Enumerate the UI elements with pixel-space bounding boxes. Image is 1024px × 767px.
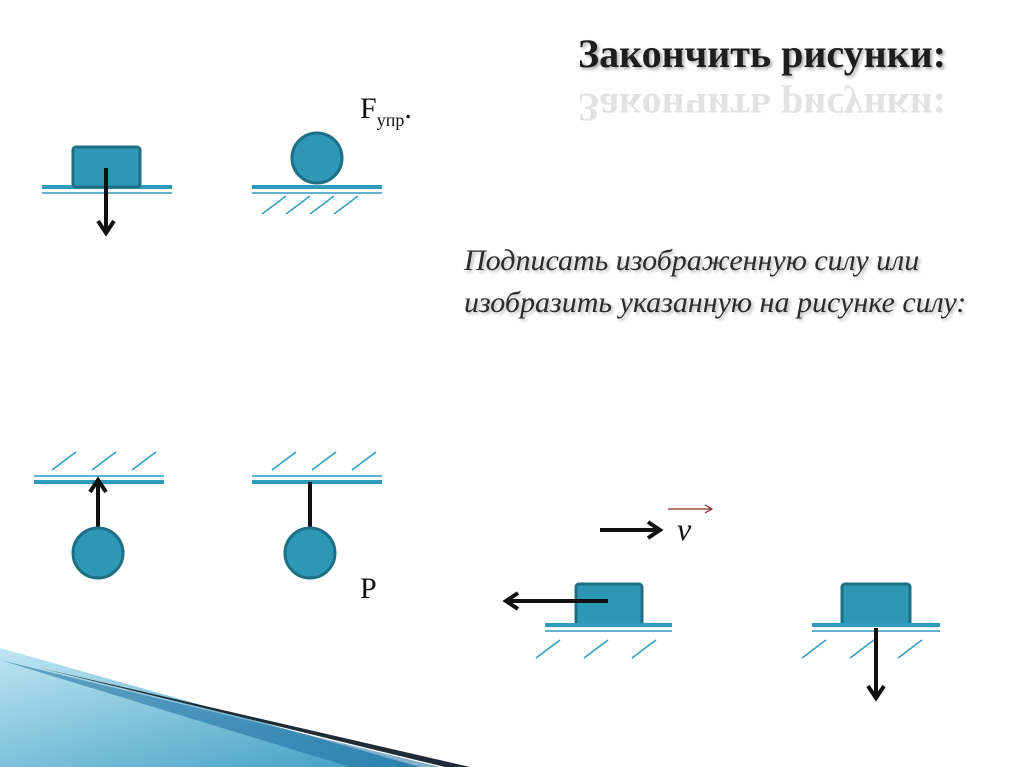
force-label-main: F: [360, 92, 377, 125]
ball: [292, 133, 342, 183]
diagram-ball-thread-up: [34, 452, 164, 578]
diagram-ball-surface: [252, 133, 382, 214]
slide-title-reflection: Закончить рисунки:: [578, 85, 947, 130]
task-text: Подписать изображенную силу или изобразить указанную на рисунке силу:: [464, 244, 967, 319]
force-label-subscript: упр: [376, 110, 405, 130]
ball: [285, 528, 335, 578]
velocity-label: v: [677, 511, 692, 547]
block: [842, 584, 910, 625]
diagram-box-weight: [42, 147, 172, 229]
diagram-box-weight-2: [802, 584, 940, 694]
force-label-dot: .: [404, 92, 412, 125]
weight-label: P: [360, 572, 377, 605]
corner-decoration: [0, 648, 470, 767]
diagram-ball-thread: [252, 452, 382, 578]
force-label-elastic: [360, 92, 412, 130]
velocity-indicator: [600, 505, 712, 547]
ball: [73, 528, 123, 578]
slide-title: Закончить рисунки:: [578, 31, 947, 76]
diagram-box-friction: [510, 584, 672, 658]
block: [576, 584, 642, 625]
